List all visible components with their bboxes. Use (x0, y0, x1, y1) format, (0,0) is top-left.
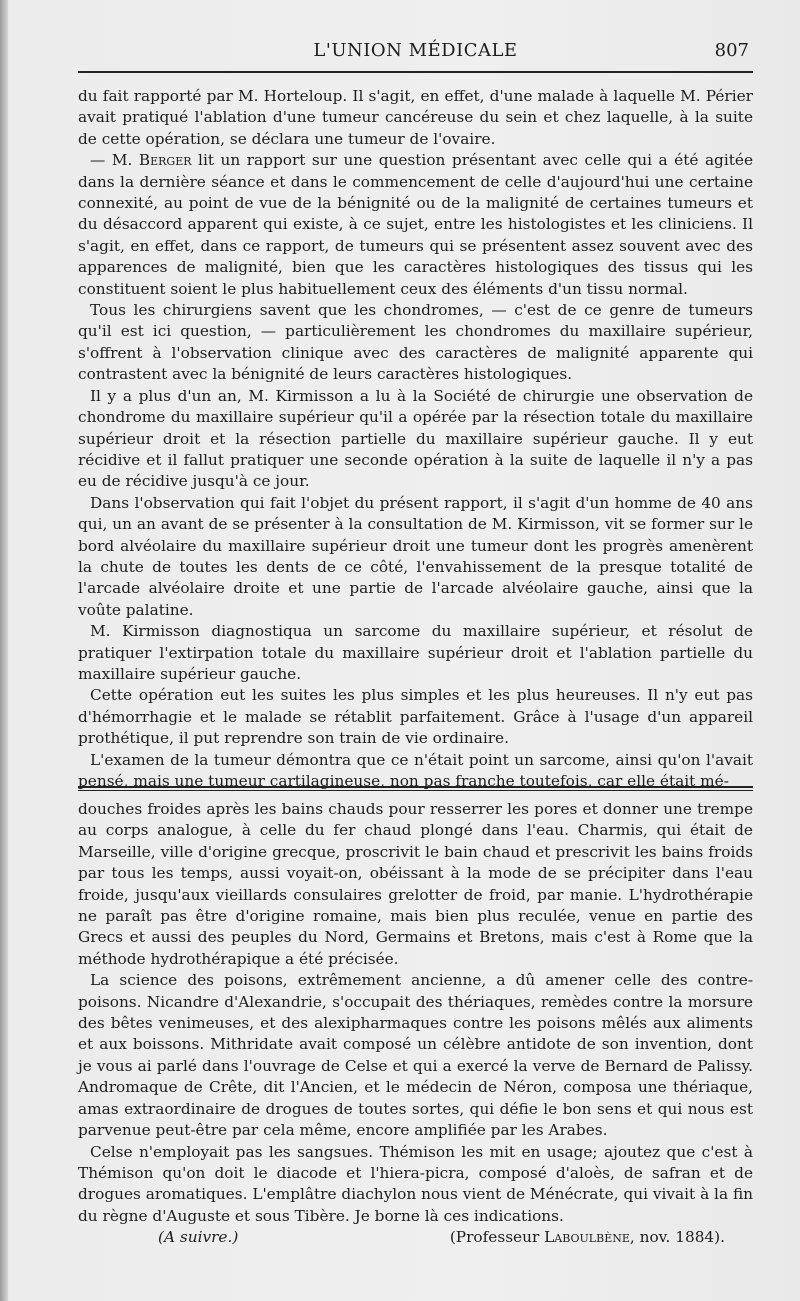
signature-prefix: (Professeur (449, 1228, 545, 1247)
article-paragraph: du fait rapporté par M. Horteloup. Il s'agit, en effet, d'une malade à laquelle M. Périer avait pratiqué l'ablation d'une tumeur cancéreuse du sein et chez laquelle, à la suite de cette opération, se déclara une tumeur de l'ovaire. (78, 87, 753, 148)
article-paragraph: Cette opération eut les suites les plus simples et les plus heureuses. Il n'y eut pas d'hémorrhagie et le malade se rétablit parfaitement. Grâce à l'usage d'un appareil prothétique, il put reprendre son train de vie ordinaire. (78, 686, 753, 748)
signature-date: , nov. 1884). (629, 1228, 725, 1247)
article-paragraph: Dans l'observation qui fait l'objet du présent rapport, il s'agit d'un homme de 40 ans qui, un an avant de se présenter à la consultation de M. Kirmisson, vit se former sur le bord alvéolaire du maxillaire supérieur droit une tumeur dont les progrès amenèrent la chute de toutes les dents de ce côté, l'envahissement de la presque totalité de l'arcade alvéolaire droite et une partie de l'arcade alvéolaire gauche, ainsi que la voûte palatine. (78, 493, 753, 619)
page-number: 807 (714, 40, 749, 61)
to-be-continued: (A suivre.) (158, 1228, 239, 1247)
article-paragraph: L'examen de la tumeur démontra que ce n'était point un sarcome, ainsi qu'on l'avait pensé, mais une tumeur cartilagineuse, non pas franche toutefois, car elle était mé- (78, 750, 753, 790)
feuilleton (78, 799, 753, 1249)
signature-line (78, 1227, 753, 1248)
feuilleton-paragraph: La science des poisons, extrêmement ancienne, a dû amener celle des contre-poisons. Nicandre d'Alexandrie, s'occupait des thériaques, remèdes contre la morsure des bêtes venimeuses, et des alexipharmaques contre les poisons mêlés aux aliments et aux boissons. Mithridate avait composé un célèbre antidote de son invention, dont je vous ai parlé dans l'ouvrage de Celse et qui a exercé la verve de Bernard de Palissy. Andromaque de Crête, dit l'Ancien, et le médecin de Néron, composa une thériaque, amas extraordinaire de drogues de toutes sortes, qui défie le bon sens et qui nous est parvenue peut-être par cela même, encore amplifiée par les Arabes. (78, 971, 753, 1140)
running-title: L'UNION MÉDICALE (313, 40, 518, 61)
feuilleton-paragraph: Celse n'employait pas les sangsues. Thémison les mit en usage; ajoutez que c'est à Thémison qu'on doit le diacode et l'hiera-picra, composé d'aloès, de safran et de drogues aromatiques. L'emplâtre diachylon nous vient de Ménécrate, qui vivait à la fin du règne d'Auguste et sous Tibère. Je borne là ces indications. (78, 1142, 753, 1225)
feuilleton-paragraph: douches froides après les bains chauds pour resserrer les pores et donner une trempe au corps analogue, à celle du fer chaud plongé dans l'eau. Charmis, qui était de Marseille, ville d'origine grecque, proscrivit le bain chaud et prescrivit les bains froids par tous les temps, aussi voyait-on, obéissant à la mode de se précipiter dans l'eau froide, jusqu'aux vieillards consulaires grelotter de froid, par manie. L'hydrothérapie ne paraît pas être d'origine romaine, mais bien plus reculée, venue en partie des Grecs et aussi des peuples du Nord, Germains et Bretons, mais c'est à Rome que la méthode hydrothérapique a été précisée. (78, 800, 753, 968)
feuilleton-separator (78, 786, 753, 791)
page-binding-edge (0, 0, 8, 1301)
speaker-name: Berger (138, 151, 192, 170)
article-paragraph: M. Kirmisson diagnostiqua un sarcome du maxillaire supérieur, et résolut de pratiquer l'extirpation totale du maxillaire supérieur droit et l'ablation partielle du maxillaire supérieur gauche. (78, 622, 753, 683)
article-paragraph: Tous les chirurgiens savent que les chondromes, — c'est de ce genre de tumeurs qu'il est ici question, — particulièrement les chondromes du maxillaire supérieur, s'offrent à l'observation clinique avec des caractères de malignité apparente qui contrastent avec la bénignité de leurs caractères histologiques. (78, 301, 753, 384)
paragraph-text: lit un rapport sur une question présentant avec celle qui a été agitée dans la dernière séance et dans le commencement de celle d'aujourd'hui une certaine connexité, au point de vue de la bénignité ou de la malignité de certaines tumeurs et du désaccord apparent qui existe, à ce sujet, entre les histologistes et les cliniciens. Il s'agit, en effet, dans ce rapport, de tumeurs qui se présentent assez souvent avec des apparences de malignité, bien que les caractères histologiques des tissus qui les constituent soient le plus habituellement ceux des éléments d'un tissu normal. (78, 151, 753, 298)
article-paragraph: Il y a plus d'un an, M. Kirmisson a lu à la Société de chirurgie une observation de chondrome du maxillaire supérieur qu'il a opérée par la résection totale du maxillaire supérieur droit et la résection partielle du maxillaire supérieur gauche. Il y eut récidive et il fallut pratiquer une seconde opération à la suite de laquelle il n'y a pas eu de récidive jusqu'à ce jour. (78, 386, 753, 491)
page-header (78, 38, 753, 66)
article-paragraph (78, 150, 753, 300)
main-article (78, 86, 753, 792)
author-signature (450, 1227, 725, 1248)
paragraph-dash: — M. (90, 151, 139, 170)
author-name: Laboulbène (544, 1228, 630, 1247)
header-rule (78, 71, 753, 73)
